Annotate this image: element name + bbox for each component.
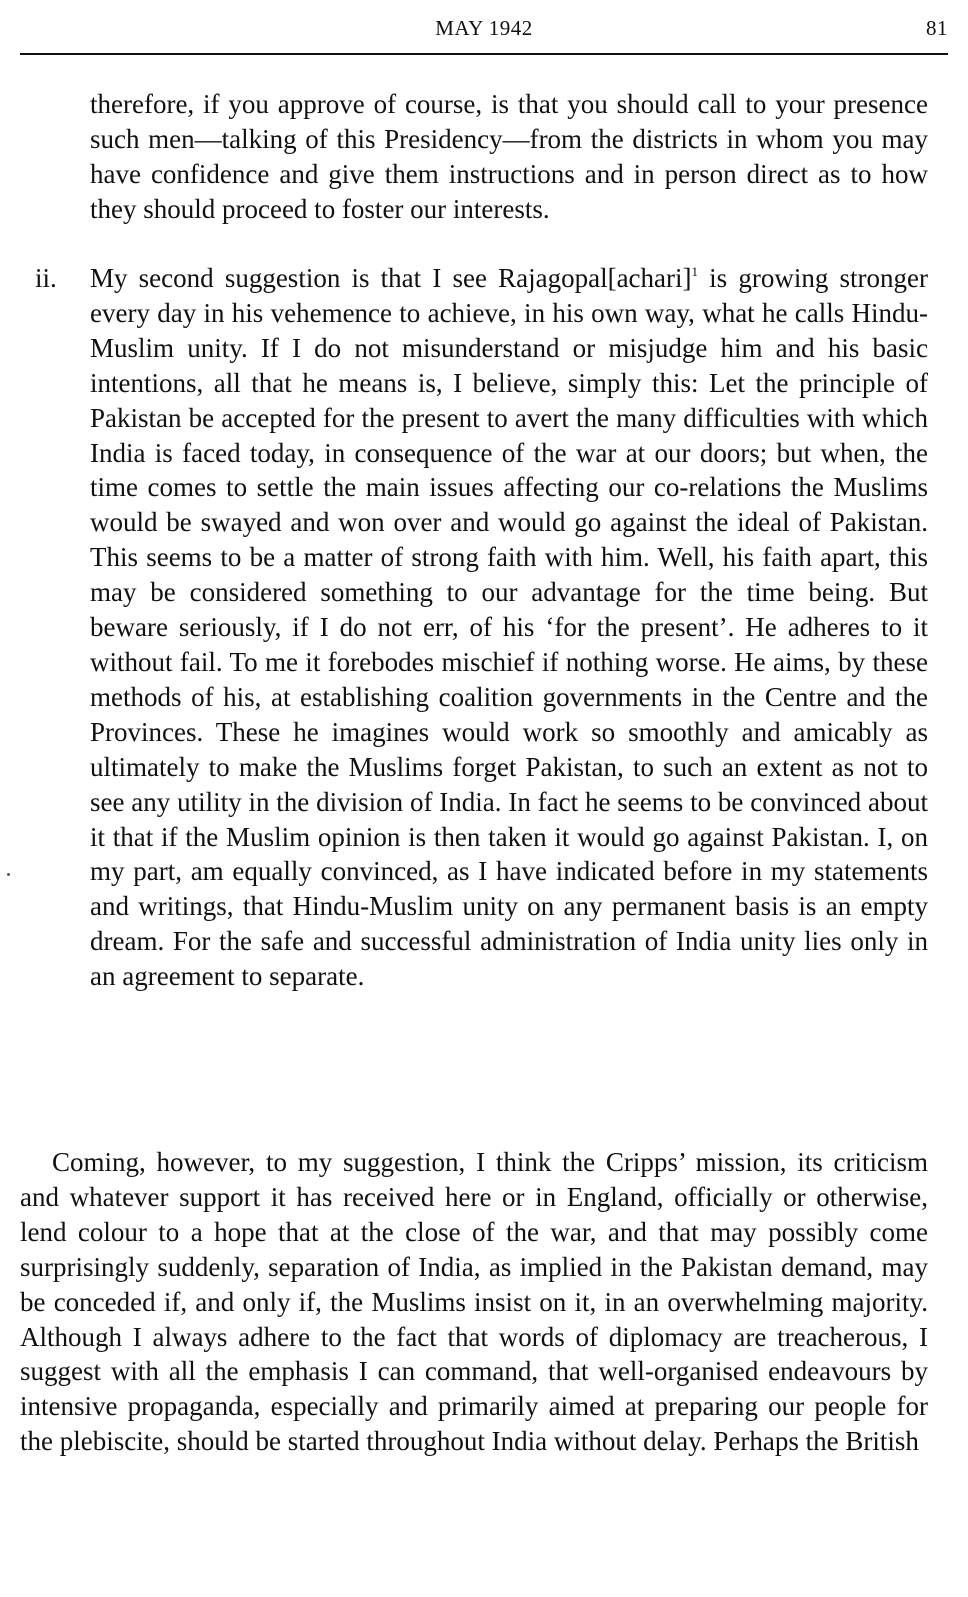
body-paragraph [20,1145,928,1459]
list-item-text: My second suggestion is that I see Rajagopal[achari] [90,263,692,293]
margin-speck [7,873,10,876]
body-paragraph-text: Coming, however, to my suggestion, I think the Cripps’ mission, its criticism and whatever support it has received here or in England, officially or otherwise, lend colour to a hope that at the close of the war, and that may possibly come surprisingly suddenly, separation of India, as implied in the Pakistan demand, may be conceded if, and only if, the Muslims insist on it, in an overwhelming majority. Although I always adhere to the fact that words of diplomacy are treacherous, I suggest with all the emphasis I can command, that well-organised endeavours by intensive propaganda, especially and primarily aimed at preparing our people for the plebiscite, should be started throughout India without delay. Perhaps the British [20,1147,928,1457]
list-item-text-continued: is growing stronger every day in his vehemence to achieve, in his own way, what he calls Hindu-Muslim unity. If I do not misunderstand or misjudge him and his basic intentions, all that he means is, I believe, simply this: Let the principle of Pakistan be accepted for the present to avert the many difficulties with which India is faced today, in consequence of the war at our doors; but when, the time comes to settle the main issues affecting our co-relations the Muslims would be swayed and won over and would go against the ideal of Pakistan. This seems to be a matter of strong faith with him. Well, his faith apart, this may be considered something to our advantage for the time being. But beware seriously, if I do not err, of his ‘for the present’. He adheres to it without fail. To me it forebodes mischief if nothing worse. He aims, by these methods of his, at establishing coalition governments in the Centre and the Provinces. These he imagines would work so smoothly and amicably as ultimately to make the Muslims forget Pakistan, to such an extent as not to see any utility in the division of India. In fact he seems to be convinced about it that if the Muslim opinion is then taken it would go against Pakistan. I, on my part, am equally convinced, as I have indicated before in my statements and writings, that Hindu-Muslim unity on any permanent basis is an empty dream. For the safe and successful administration of India unity lies only in an agreement to separate. [90,263,928,992]
continuation-paragraph: therefore, if you approve of course, is that you should call to your presence such men—talking of this Presidency—from the districts in whom you may have confidence and give them instructions and in person direct as to how they should proceed to foster our interests. [90,89,928,224]
footnote-reference: 1 [691,264,699,279]
header-rule [20,53,948,55]
page-number: 81 [926,16,948,40]
list-item-ii [35,261,928,994]
list-marker: ii. [35,263,57,293]
running-title: MAY 1942 [435,16,533,40]
running-header [20,14,948,44]
